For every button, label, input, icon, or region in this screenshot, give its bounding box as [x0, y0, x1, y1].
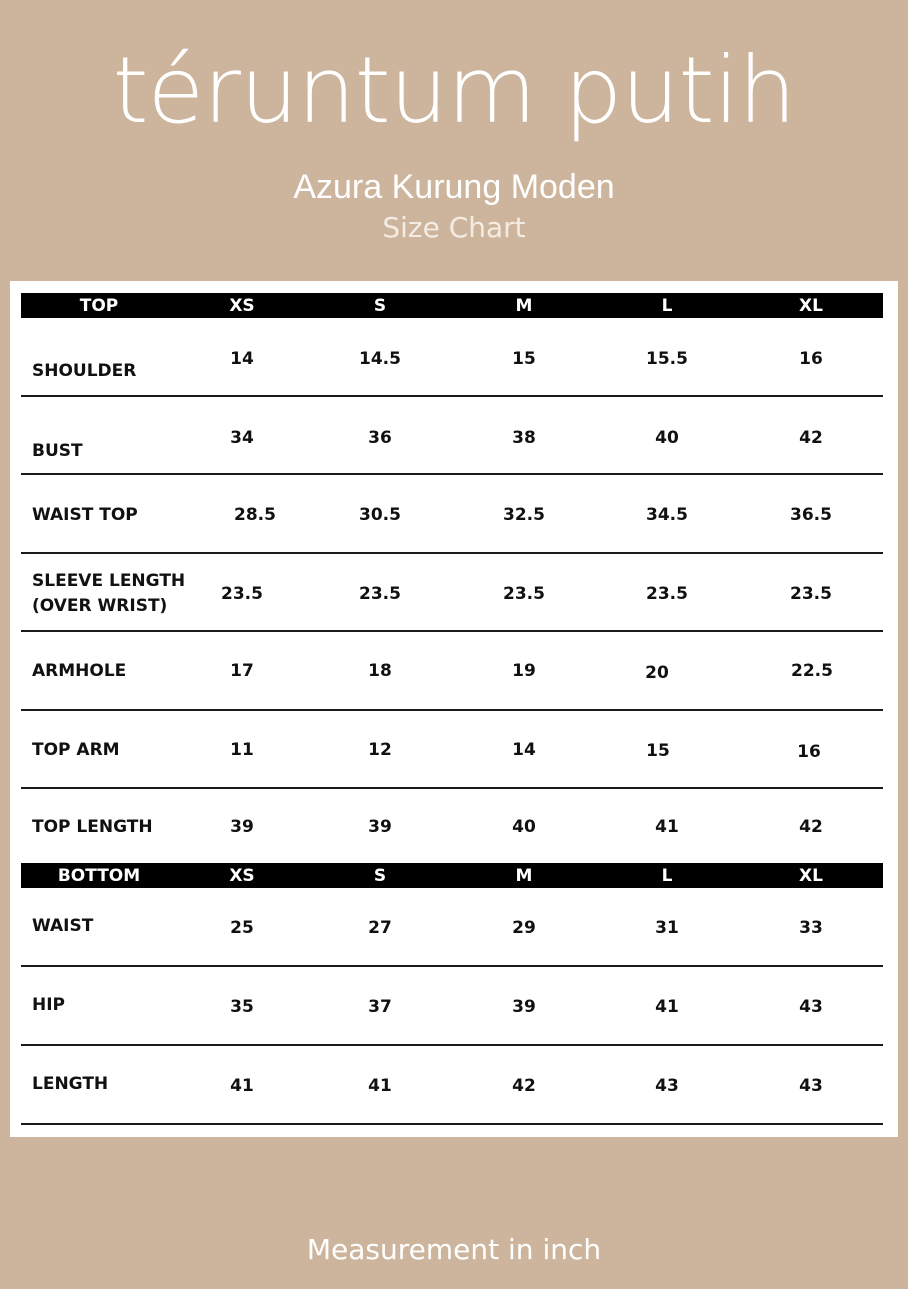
value-m: 39	[512, 997, 536, 1017]
value-xl: 16	[797, 742, 821, 762]
value-s: 41	[368, 1076, 392, 1096]
value-xs: 17	[230, 661, 254, 681]
table-row	[21, 967, 883, 1046]
value-m: 19	[512, 661, 536, 681]
value-s: 27	[368, 918, 392, 938]
value-xs: 34	[230, 428, 254, 448]
value-s: 18	[368, 661, 392, 681]
row-label: HIP	[32, 995, 66, 1015]
value-s: 37	[368, 997, 392, 1017]
table-row	[21, 397, 883, 475]
value-xl: 16	[799, 349, 823, 369]
size-header-s: S	[373, 296, 387, 316]
value-xs: 39	[230, 817, 254, 837]
row-label: TOP LENGTH	[32, 817, 153, 837]
row-label: SHOULDER	[32, 361, 137, 381]
row-label-line2: (OVER WRIST)	[32, 596, 168, 616]
value-l: 34.5	[646, 505, 688, 525]
value-m: 32.5	[503, 505, 545, 525]
value-xs: 25	[230, 918, 254, 938]
table-row	[21, 711, 883, 789]
value-s: 30.5	[359, 505, 401, 525]
value-xl: 43	[799, 1076, 823, 1096]
bottom-section-label: BOTTOM	[57, 866, 141, 886]
value-xs: 11	[230, 740, 254, 760]
row-label: TOP ARM	[32, 740, 120, 760]
size-header-s: S	[373, 866, 387, 886]
measurement-unit-note: Measurement in inch	[306, 1233, 602, 1266]
value-l: 23.5	[646, 584, 688, 604]
product-title: Azura Kurung Moden	[293, 168, 615, 206]
row-label: SLEEVE LENGTH	[32, 571, 186, 591]
value-m: 29	[512, 918, 536, 938]
size-header-xs: XS	[229, 296, 255, 316]
value-l: 15.5	[646, 349, 688, 369]
row-label: ARMHOLE	[32, 661, 127, 681]
value-s: 39	[368, 817, 392, 837]
size-header-m: M	[515, 866, 533, 886]
value-m: 42	[512, 1076, 536, 1096]
row-label: WAIST TOP	[32, 505, 138, 525]
value-xs: 28.5	[234, 505, 276, 525]
value-xl: 36.5	[790, 505, 832, 525]
value-xl: 22.5	[791, 661, 833, 681]
size-header-xl: XL	[799, 866, 823, 886]
value-m: 23.5	[503, 584, 545, 604]
value-xs: 23.5	[221, 584, 263, 604]
value-l: 40	[655, 428, 679, 448]
top-header-band	[21, 293, 883, 318]
size-header-l: L	[661, 866, 673, 886]
value-xl: 43	[799, 997, 823, 1017]
value-s: 12	[368, 740, 392, 760]
bottom-header-band	[21, 863, 883, 888]
row-label: LENGTH	[32, 1074, 109, 1094]
value-l: 41	[655, 817, 679, 837]
top-section-label: TOP	[79, 296, 119, 316]
value-s: 23.5	[359, 584, 401, 604]
table-row	[21, 789, 883, 863]
value-l: 31	[655, 918, 679, 938]
value-xs: 41	[230, 1076, 254, 1096]
value-l: 43	[655, 1076, 679, 1096]
value-l: 20	[645, 663, 669, 683]
value-m: 38	[512, 428, 536, 448]
size-header-xs: XS	[229, 866, 255, 886]
value-s: 36	[368, 428, 392, 448]
value-xl: 33	[799, 918, 823, 938]
brand-logo-text: téruntum putih	[112, 37, 796, 144]
table-row	[21, 475, 883, 554]
value-xl: 23.5	[790, 584, 832, 604]
size-header-m: M	[515, 296, 533, 316]
size-chart-table	[10, 281, 898, 1137]
value-xl: 42	[799, 428, 823, 448]
size-chart-subtitle: Size Chart	[382, 211, 526, 244]
value-xs: 14	[230, 349, 254, 369]
table-row	[21, 554, 883, 632]
table-row	[21, 318, 883, 397]
value-xl: 42	[799, 817, 823, 837]
value-l: 15	[646, 741, 670, 761]
row-label: BUST	[32, 441, 83, 461]
value-s: 14.5	[359, 349, 401, 369]
value-l: 41	[655, 997, 679, 1017]
size-header-xl: XL	[799, 296, 823, 316]
value-m: 40	[512, 817, 536, 837]
value-xs: 35	[230, 997, 254, 1017]
table-row	[21, 632, 883, 711]
value-m: 15	[512, 349, 536, 369]
table-row	[21, 1046, 883, 1125]
size-header-l: L	[661, 296, 673, 316]
row-label: WAIST	[32, 916, 94, 936]
table-row	[21, 888, 883, 967]
value-m: 14	[512, 740, 536, 760]
